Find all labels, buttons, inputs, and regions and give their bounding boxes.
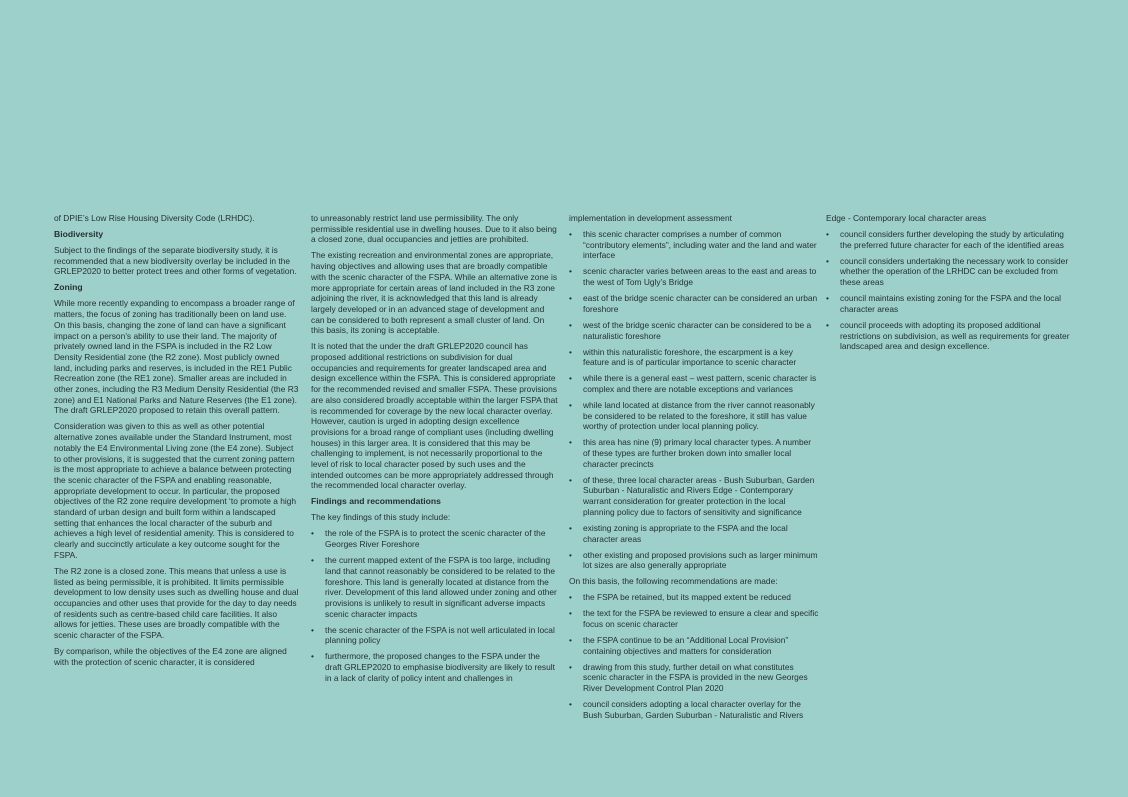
column-3: [569, 213, 819, 726]
paragraph: The existing recreation and environmental zones are appropriate, having objectives and allowing uses that are broadly compatible with the scenic character of the FSPA. While an alternative zone is more appropriate for certain areas of land included in the R3 zone adjoining the river, it is acknowledged that this land is already largely developed or in an advanced stage of development and can be considered to both represent a small cluster of land. On this basis, its zoning is acceptable.: [311, 250, 558, 336]
column-4: [826, 213, 1076, 357]
list-item: • drawing from this study, further detail on what constitutes scenic character in the FSPA is provided in the new Georges River Development Control Plan 2020: [569, 662, 819, 694]
findings-list-continued: [569, 229, 819, 571]
list-item: • existing zoning is appropriate to the FSPA and the local character areas: [569, 523, 819, 544]
heading-findings: Findings and recommendations: [311, 496, 441, 507]
list-item: • the role of the FSPA is to protect the scenic character of the Georges River Foreshore: [311, 528, 559, 549]
recommendations-list-continued: [826, 229, 1076, 352]
list-item: • the text for the FSPA be reviewed to ensure a clear and specific focus on scenic character: [569, 608, 819, 629]
list-item: • while there is a general east – west pattern, scenic character is complex and there are notable exceptions and variances: [569, 373, 819, 394]
list-item: • within this naturalistic foreshore, the escarpment is a key feature and is of particular importance to scenic character: [569, 347, 819, 368]
column-1: [54, 213, 299, 673]
paragraph: The R2 zone is a closed zone. This means that unless a use is listed as being permissible, it is prohibited. It limits permissible development to low density uses such as dwelling house and dual occupancies and other uses that provide for the day to day needs of residents such as centre-based child care facilities. It also allows for jetties. These uses are broadly compatible with the scenic character of the FSPA.: [54, 565, 299, 641]
list-item: • of these, three local character areas - Bush Suburban, Garden Suburban - Naturalistic and Rivers Edge - Contemporary warrant consideration for greater protection in the local planning policy due to factors of sensitivity and significance: [569, 475, 819, 518]
recommendations-list: [569, 592, 819, 720]
paragraph: Subject to the findings of the separate biodiversity study, it is recommended that a new biodiversity overlay be included in the GRLEP2020 to better protect trees and other forms of vegetation.: [54, 245, 297, 277]
heading-zoning: Zoning: [54, 282, 83, 293]
list-item: • while land located at distance from the river cannot reasonably be considered to be related to the foreshore, it still has value worthy of protection under local planning policy.: [569, 400, 819, 432]
paragraph: While more recently expanding to encompass a broader range of matters, the focus of zoning has traditionally been on land use. On this basis, changing the zone of land can have a significant impact on a person’s ability to use their land. The majority of privately owned land in the FSPA is included in the R2 Low Density Residential zone (the R2 zone). Most publicly owned land, including parks and reserves, is included in the RE1 Public Recreation zone (the RE1 zone). Smaller areas are included in other zones, including the R3 Medium Density Residential (the R3 zone) and E1 National Parks and Nature Reserves (the E1 zone). The draft GRLEP2020 proposed to retain this overall pattern.: [54, 298, 299, 416]
list-item: • the FSPA be retained, but its mapped extent be reduced: [569, 592, 819, 603]
heading-biodiversity: Biodiversity: [54, 229, 104, 239]
list-item: • this area has nine (9) primary local character types. A number of these types are further broken down into smaller local character precincts: [569, 437, 819, 469]
list-item: • council considers undertaking the necessary work to consider whether the operation of the LRHDC can be excluded from these areas: [826, 256, 1076, 288]
list-item: • council considers further developing the study by articulating the preferred future character for each of the identified areas: [826, 229, 1076, 250]
findings-list: [311, 528, 559, 683]
list-item: • the FSPA continue to be an “Additional Local Provision” containing objectives and matters for consideration: [569, 635, 819, 656]
list-item: • scenic character varies between areas to the east and areas to the west of Tom Ugly’s Bridge: [569, 266, 819, 287]
list-item: • furthermore, the proposed changes to the FSPA under the draft GRLEP2020 to emphasise biodiversity are likely to result in a lack of clarity of policy intent and challenges in: [311, 651, 559, 683]
paragraph: implementation in development assessment: [569, 213, 732, 223]
list-item: • the current mapped extent of the FSPA is too large, including land that cannot reasonably be considered to be related to the foreshore. This land is generally located at distance from the river. Development of this land allowed under zoning and other provisions is unlikely to result in significant adverse impacts scenic character impacts: [311, 555, 559, 619]
list-item: • this scenic character comprises a number of common “contributory elements”, including water and the land and water interface: [569, 229, 819, 261]
list-item: • council maintains existing zoning for the FSPA and the local character areas: [826, 293, 1076, 314]
list-item: • west of the bridge scenic character can be considered to be a naturalistic foreshore: [569, 320, 819, 341]
paragraph: On this basis, the following recommendations are made:: [569, 576, 778, 587]
list-item: • other existing and proposed provisions such as larger minimum lot sizes are also generally appropriate: [569, 550, 819, 571]
list-item: • east of the bridge scenic character can be considered an urban foreshore: [569, 293, 819, 314]
paragraph: It is noted that the under the draft GRLEP2020 council has proposed additional restrictions on subdivision for dual occupancies and requirements for greater landscaped area and design excellence within the FSPA. This is considered appropriate for the recommended revised and smaller FSPA. These provisions are also considered broadly acceptable within the larger FSPA that is recommended for coverage by the new local character overlay. However, caution is urged in adopting design excellence provisions for a broad range of compliant uses (including dwelling houses) in this larger area. It is considered that this may be challenging to implement, is not necessarily proportional to the level of risk to local character posed by such uses and the intended outcomes can be more appropriately addressed through the recommended local character overlay.: [311, 341, 558, 491]
list-item: • council proceeds with adopting its proposed additional restrictions on subdivision, as well as requirements for greater landscaped area and design excellence.: [826, 320, 1076, 352]
paragraph: Edge - Contemporary local character areas: [826, 213, 987, 223]
list-item: • the scenic character of the FSPA is not well articulated in local planning policy: [311, 625, 559, 646]
paragraph: to unreasonably restrict land use permissibility. The only permissible residential use in dwelling houses. Due to it also being a closed zone, dual occupancies and jetties are prohibited.: [311, 213, 557, 245]
paragraph: By comparison, while the objectives of the E4 zone are aligned with the protection of scenic character, it is considered: [54, 646, 287, 667]
paragraph: The key findings of this study include:: [311, 512, 451, 523]
paragraph: of DPIE’s Low Rise Housing Diversity Code (LRHDC).: [54, 213, 255, 223]
list-item: • council considers adopting a local character overlay for the Bush Suburban, Garden Suburban - Naturalistic and Rivers: [569, 699, 819, 720]
paragraph: Consideration was given to this as well as other potential alternative zones available under the Standard Instrument, most notably the E4 Environmental Living zone (the E4 zone). Subject to other provisions, it is suggested that the current zoning pattern is the most appropriate to achieve a balance between protecting the scenic character of the FSPA and enabling reasonable, appropriate development to occur. In particular, the proposed objectives of the R2 zone require development ‘to promote a high standard of urban design and built form within a landscaped setting that enhances the local character of the suburb and achieves a high level of residential amenity. This is considered to clearly and succinctly articulate a key outcome sought for the FSPA.: [54, 421, 297, 560]
column-2: [311, 213, 559, 689]
